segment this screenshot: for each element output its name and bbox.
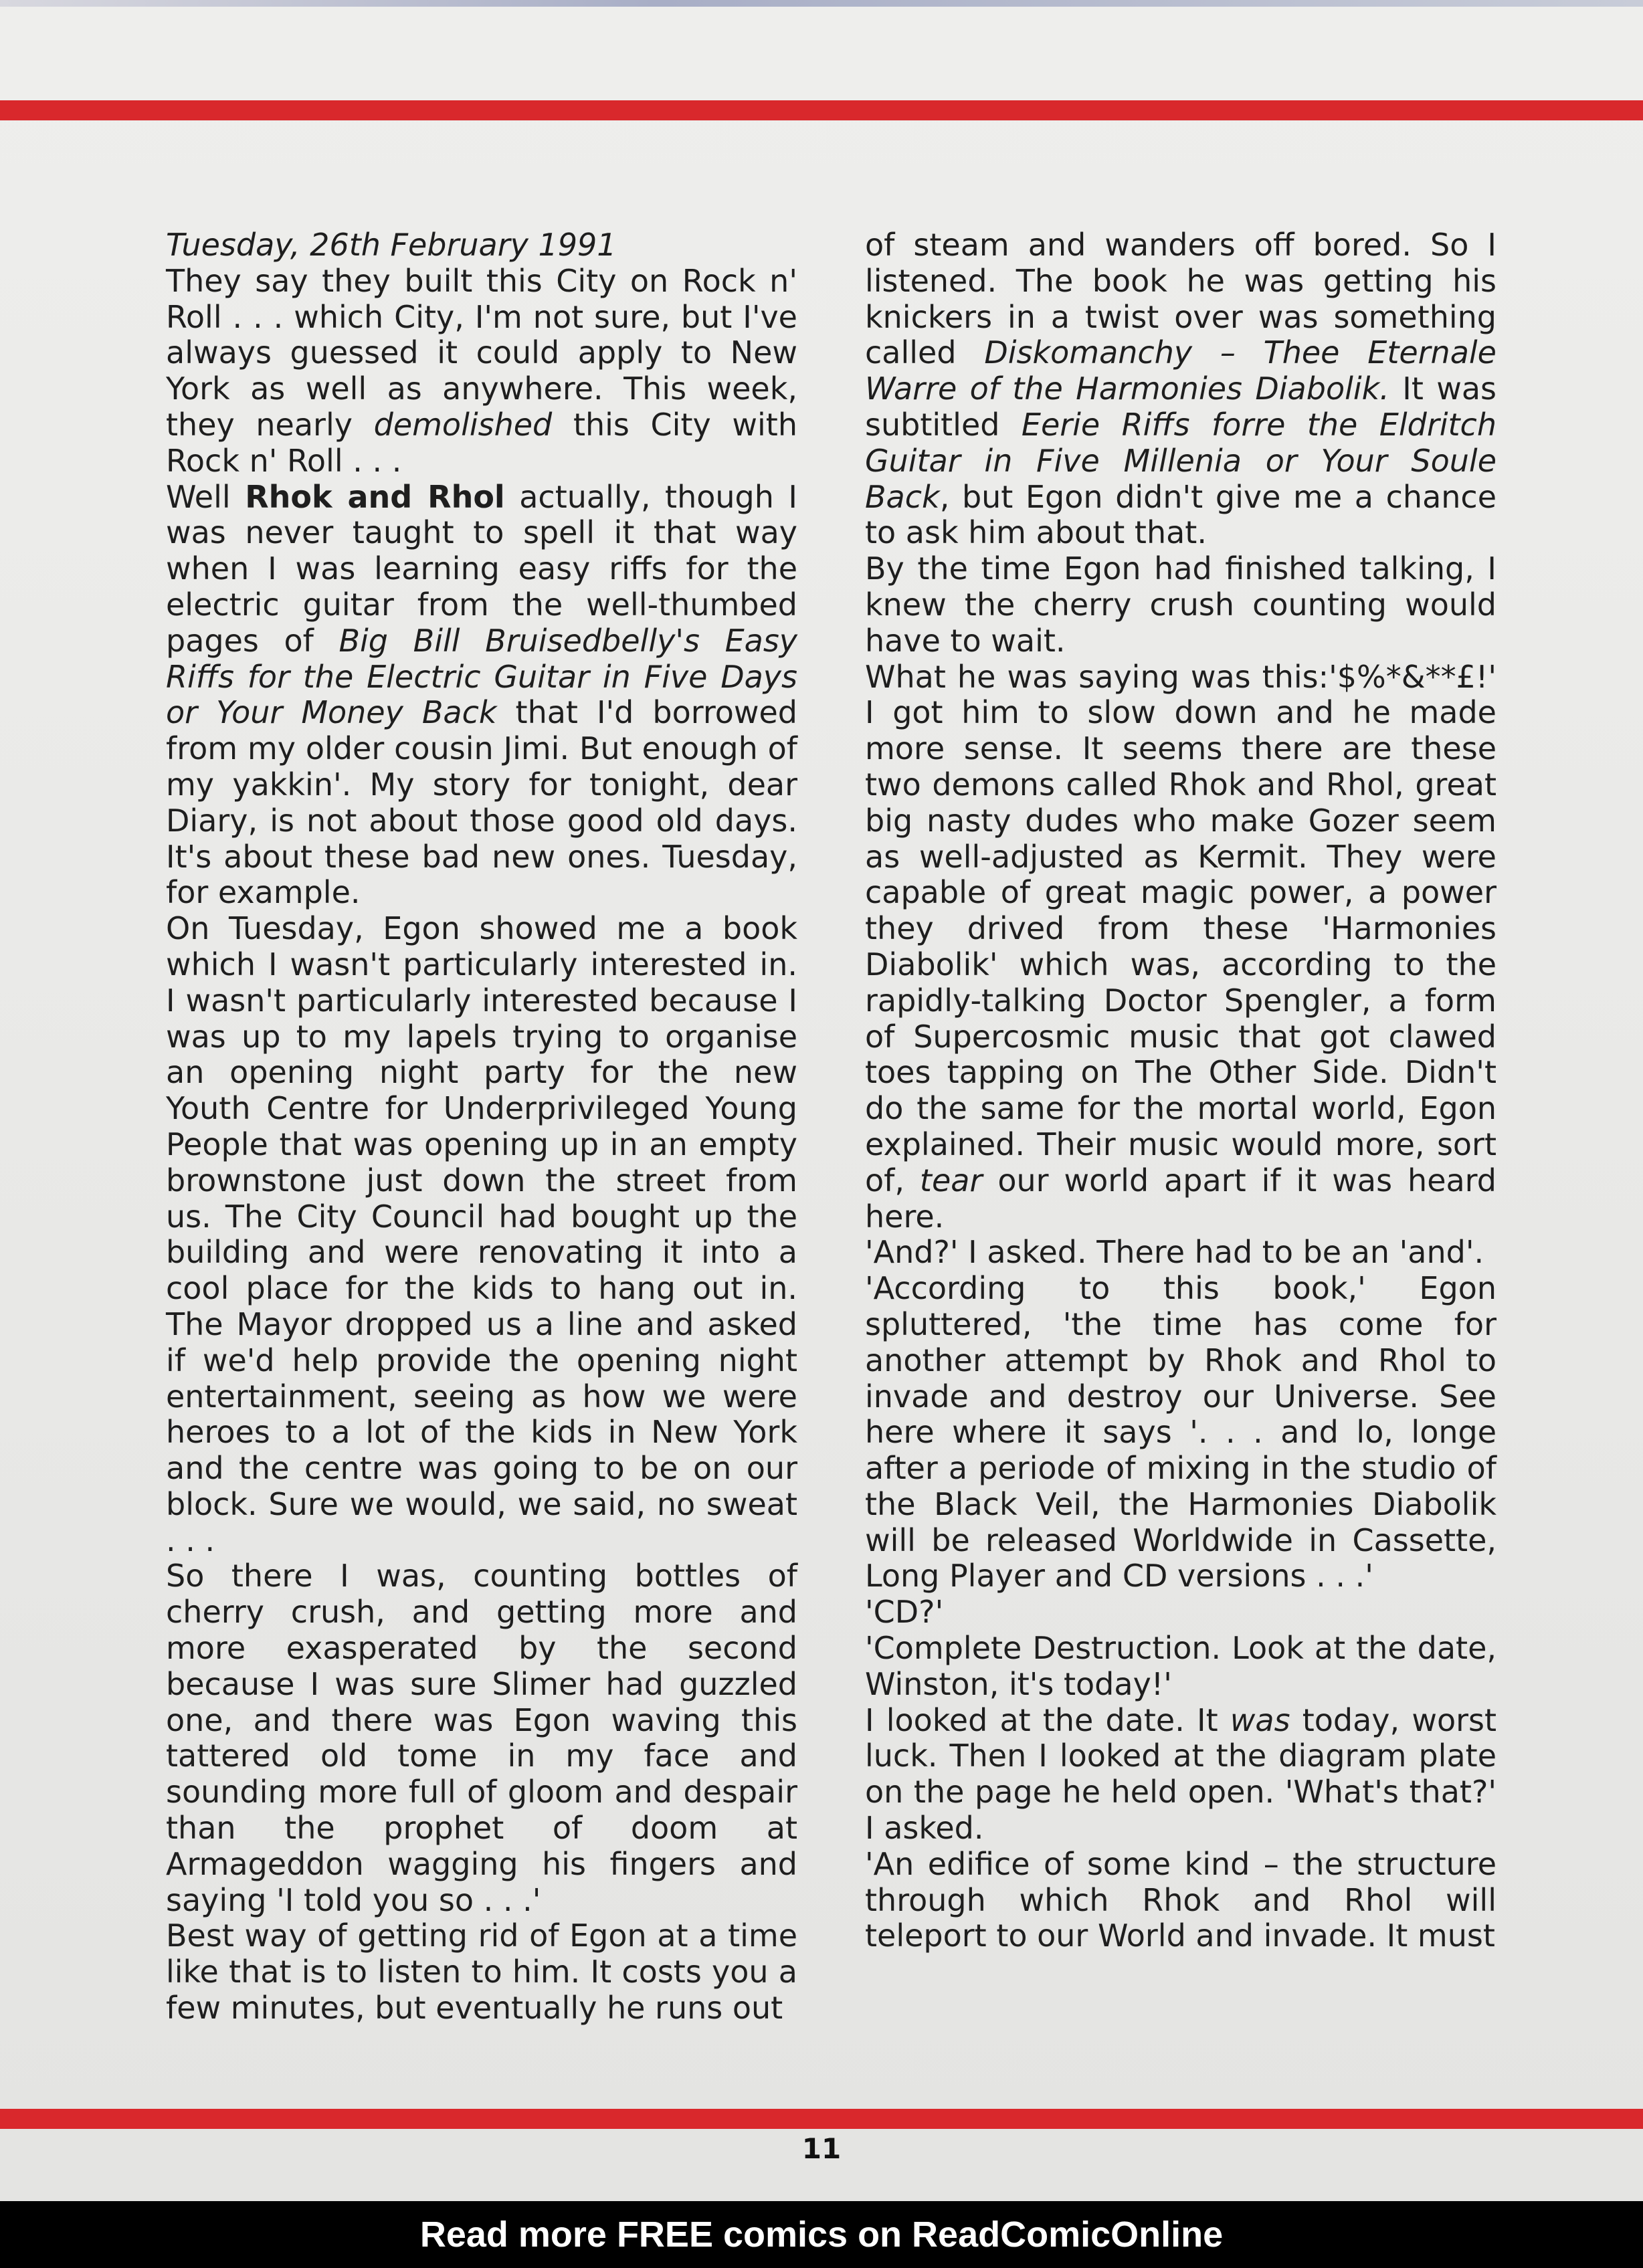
top-red-rule: [0, 100, 1643, 120]
bottom-red-rule: [0, 2109, 1643, 2129]
paragraph: 'An edifice of some kind – the structure through which Rhok and Rhol will teleport to our World and invade. It must: [865, 1845, 1496, 1954]
paragraph: By the time Egon had finished talking, I knew the cherry crush counting would have to wait.: [865, 550, 1496, 659]
paragraph: 'And?' I asked. There had to be an 'and'.: [865, 1234, 1484, 1271]
paragraph: Well Rhok and Rhol actually, though I was never taught to spell it that way when I was learning easy riffs for the electric guitar from the well-thumbed pages of Big Bill Bruisedbelly's Easy Riffs for the Electric Guitar in Five Days or Your Money Back that I'd borrowed from my older cousin Jimi. But enough of my yakkin'. My story for tonight, dear Diary, is not about those good old days. It's about these bad new ones. Tuesday, for example.: [166, 478, 798, 911]
paragraph: On Tuesday, Egon showed me a book which I wasn't particularly interested in. I wasn't particularly interested because I was up to my lapels trying to organise an opening night party for the new Youth Centre for Underprivileged Young People that was opening up in an empty brownstone just down the street from us. The City Council had bought up the building and were renovating it into a cool place for the kids to hang out in. The Mayor dropped us a line and asked if we'd help provide the opening night entertainment, seeing as how we were heroes to a lot of the kids in New York and the centre was going to be on our block. Sure we would, we said, no sweat . . .: [166, 910, 797, 1558]
bold-name: Rhok and Rhol: [245, 478, 505, 515]
paragraph: of steam and wanders off bored. So I listened. The book he was getting his knickers in a twist over was something called Diskomanchy – Thee Eternale Warre of the Harmonies Diabolik. It was subtitled Eerie Riffs forre the Eldritch Guitar in Five Millenia or Your Soule Back, but Egon didn't give me a chance to ask him about that.: [865, 227, 1497, 551]
top-edge-strip: [0, 0, 1643, 7]
paragraph: I looked at the date. It was today, worst luck. Then I looked at the diagram plate on the page he held open. 'What's that?' I asked.: [865, 1702, 1496, 1847]
book-subtitle: Eerie Riffs forre the Eldritch Guitar in Five Millenia or Your Soule Back: [865, 406, 1496, 515]
diary-date: Tuesday, 26th February 1991: [166, 227, 617, 263]
paragraph: Best way of getting rid of Egon at a time like that is to listen to him. It costs you a few minutes, but eventually he runs out: [166, 1918, 797, 2027]
paragraph: 'According to this book,' Egon spluttered, 'the time has come for another attempt by Rhok and Rhol to invade and destroy our Universe. See here where it says '. . . and lo, longe after a periode of mixing in the studio of the Black Veil, the Harmonies Diabolik will be released Worldwide in Cassette, Long Player and CD versions . . .': [865, 1270, 1496, 1594]
paragraph: What he was saying was this:'$%*&**£!' I got him to slow down and he made more sense. It seems there are these two demons called Rhok and Rhol, great big nasty dudes who make Gozer seem as well-adjusted as Kermit. They were capable of great magic power, a power they drived from these 'Harmonies Diabolik' which was, according to the rapidly-talking Doctor Spengler, a form of Supercosmic music that got clawed toes tapping on The Other Side. Didn't do the same for the mortal world, Egon explained. Their music would more, sort of, tear our world apart if it was heard here.: [865, 658, 1496, 1235]
footer-banner[interactable]: [0, 2201, 1643, 2268]
paragraph: They say they built this City on Rock n' Roll . . . which City, I'm not sure, but I've always guessed it could apply to New York as well as anywhere. This week, they nearly demolished this City with Rock n' Roll . . .: [166, 262, 797, 479]
paragraph: 'CD?': [865, 1594, 944, 1631]
book-title: Diskomanchy – Thee Eternale Warre of the Harmonies Diabolik.: [865, 334, 1496, 407]
paragraph: So there I was, counting bottles of cherry crush, and getting more and more exasperated by the second because I was sure Slimer had guzzled one, and there was Egon waving this tattered old tome in my face and sounding more full of gloom and despair than the prophet of doom at Armageddon wagging his fingers and saying 'I told you so . . .': [166, 1558, 797, 1918]
footer-banner-text[interactable]: Read more FREE comics on ReadComicOnline: [419, 2214, 1224, 2255]
page-number: 11: [801, 2132, 842, 2165]
book-title: Big Bill Bruisedbelly's Easy Riffs for the Electric Guitar in Five Days or Your Money Back: [166, 622, 798, 731]
left-text-column: [166, 227, 797, 2027]
paragraph: 'Complete Destruction. Look at the date, Winston, it's today!': [865, 1630, 1496, 1702]
right-text-column: [865, 227, 1496, 1954]
